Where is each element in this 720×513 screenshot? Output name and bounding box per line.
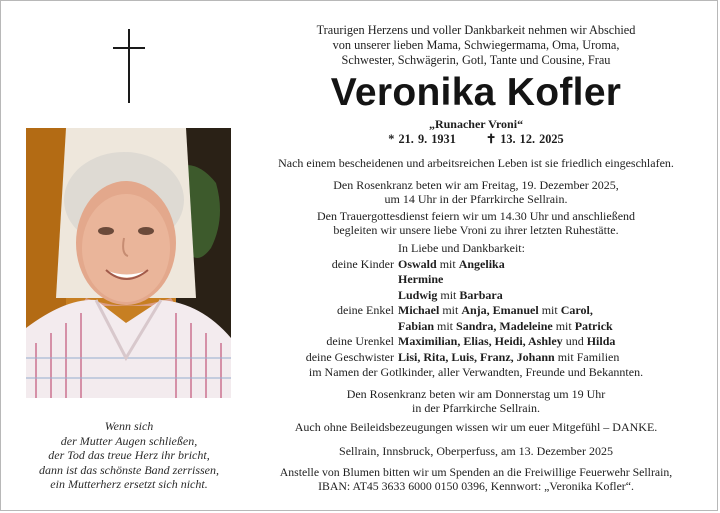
family-row [251, 272, 701, 288]
family-member-text: Maximilian, Elias, Heidi, Ashley [398, 334, 563, 348]
intro-text: Traurigen Herzens und voller Dankbarkeit nehmen wir Abschied von unserer lieben Mama, Schwiegermama, Oma, Uroma, Schwester, Schwägerin, Gotl, Tante und Cousine, Frau [316, 23, 636, 68]
family-member-text: Fabian [398, 318, 435, 333]
family-members [398, 319, 701, 335]
family-member-text: mit [437, 287, 460, 302]
deceased-name: Veronika Kofler [330, 71, 622, 114]
thanks-text: Auch ohne Beileidsbezeugungen wissen wir um euer Mitgefühl – DANKE. [294, 420, 658, 434]
family-rows [251, 257, 701, 366]
death-date: ✝ 13. 12. 2025 [485, 132, 564, 146]
family-member-text: Anja, Emanuel [461, 303, 539, 317]
funeral-service: Den Trauergottesdienst feiern wir um 14.30 Uhr und anschließend begleiten wir unsere liebe Vroni zu ihrer letzten Ruhestätte. [316, 209, 636, 238]
rosary-second: Den Rosenkranz beten wir am Donnerstag um 19 Uhr in der Pfarrkirche Sellrain. [346, 387, 606, 416]
family-member-text: mit [538, 303, 561, 317]
family-members [398, 334, 701, 350]
family-list [251, 241, 701, 381]
place-date: Sellrain, Innsbruck, Oberperfuss, am 13. Dezember 2025 [339, 444, 613, 458]
donation-request: Anstelle von Blumen bitten wir um Spenden an die Freiwillige Feuerwehr Sellrain, IBAN: AT45 3633 6000 0150 0396, Kennwort: „Veronika Kofler“. [279, 465, 673, 493]
family-label [251, 319, 398, 335]
passing-sentence: Nach einem bescheidenen und arbeitsreichen Leben ist sie friedlich eingeschlafen. [278, 156, 674, 170]
family-row [251, 303, 701, 319]
poem-line: der Tod das treue Herz ihr bricht, [48, 448, 210, 463]
family-member-text: Ludwig [398, 287, 438, 302]
family-row [251, 350, 701, 366]
life-dates [251, 132, 701, 146]
family-member-text: Hilda [586, 334, 616, 348]
portrait-photo [26, 128, 231, 398]
family-member-text: mit Familien [554, 349, 620, 364]
memorial-poem [23, 419, 235, 492]
family-member-text: mit [434, 318, 457, 333]
family-member-text: Patrick [574, 318, 613, 333]
family-member-text: Sandra, Madeleine [456, 318, 553, 333]
family-intro: In Liebe und Dankbarkeit: [398, 241, 525, 255]
family-row [251, 319, 701, 335]
family-member-text: Hermine [398, 272, 444, 286]
family-member-text: Angelika [458, 256, 505, 271]
family-label: deine Urenkel [326, 334, 394, 348]
rosary-first: Den Rosenkranz beten wir am Freitag, 19. Dezember 2025, um 14 Uhr in der Pfarrkirche Sellrain. [333, 178, 619, 207]
family-members [398, 350, 701, 366]
family-members [398, 257, 701, 273]
family-member-text: Oswald [398, 256, 437, 271]
family-row [251, 257, 701, 273]
poem-line: Wenn sich [104, 419, 154, 433]
family-tail: im Namen der Gotlkinder, aller Verwandten, Freunde und Bekannten. [308, 365, 644, 379]
family-label: deine Enkel [337, 303, 394, 317]
family-members [398, 303, 701, 319]
nickname: „Runacher Vroni“ [428, 117, 524, 131]
family-label: deine Geschwister [305, 349, 394, 364]
family-member-text: mit [552, 318, 575, 333]
family-label [251, 288, 398, 304]
poem-line: dann ist das schönste Band zerrissen, [39, 462, 219, 477]
family-member-text: mit [439, 303, 462, 317]
birth-date: * 21. 9. 1931 [388, 132, 456, 146]
family-row [251, 288, 701, 304]
family-members [398, 272, 701, 288]
cross-icon [113, 29, 145, 103]
family-members [398, 288, 701, 304]
poem-line: der Mutter Augen schließen, [60, 433, 198, 448]
family-member-text: Michael [398, 303, 440, 317]
family-member-text: und [562, 334, 587, 348]
family-member-text: Lisi, Rita, Luis, Franz, Johann [398, 349, 555, 364]
family-member-text: Carol, [560, 303, 593, 317]
family-member-text: mit [436, 256, 459, 271]
family-member-text: Barbara [459, 287, 503, 302]
poem-line: ein Mutterherz ersetzt sich nicht. [50, 477, 208, 492]
family-label: deine Kinder [331, 256, 394, 271]
family-row [251, 334, 701, 350]
family-label [251, 272, 398, 288]
